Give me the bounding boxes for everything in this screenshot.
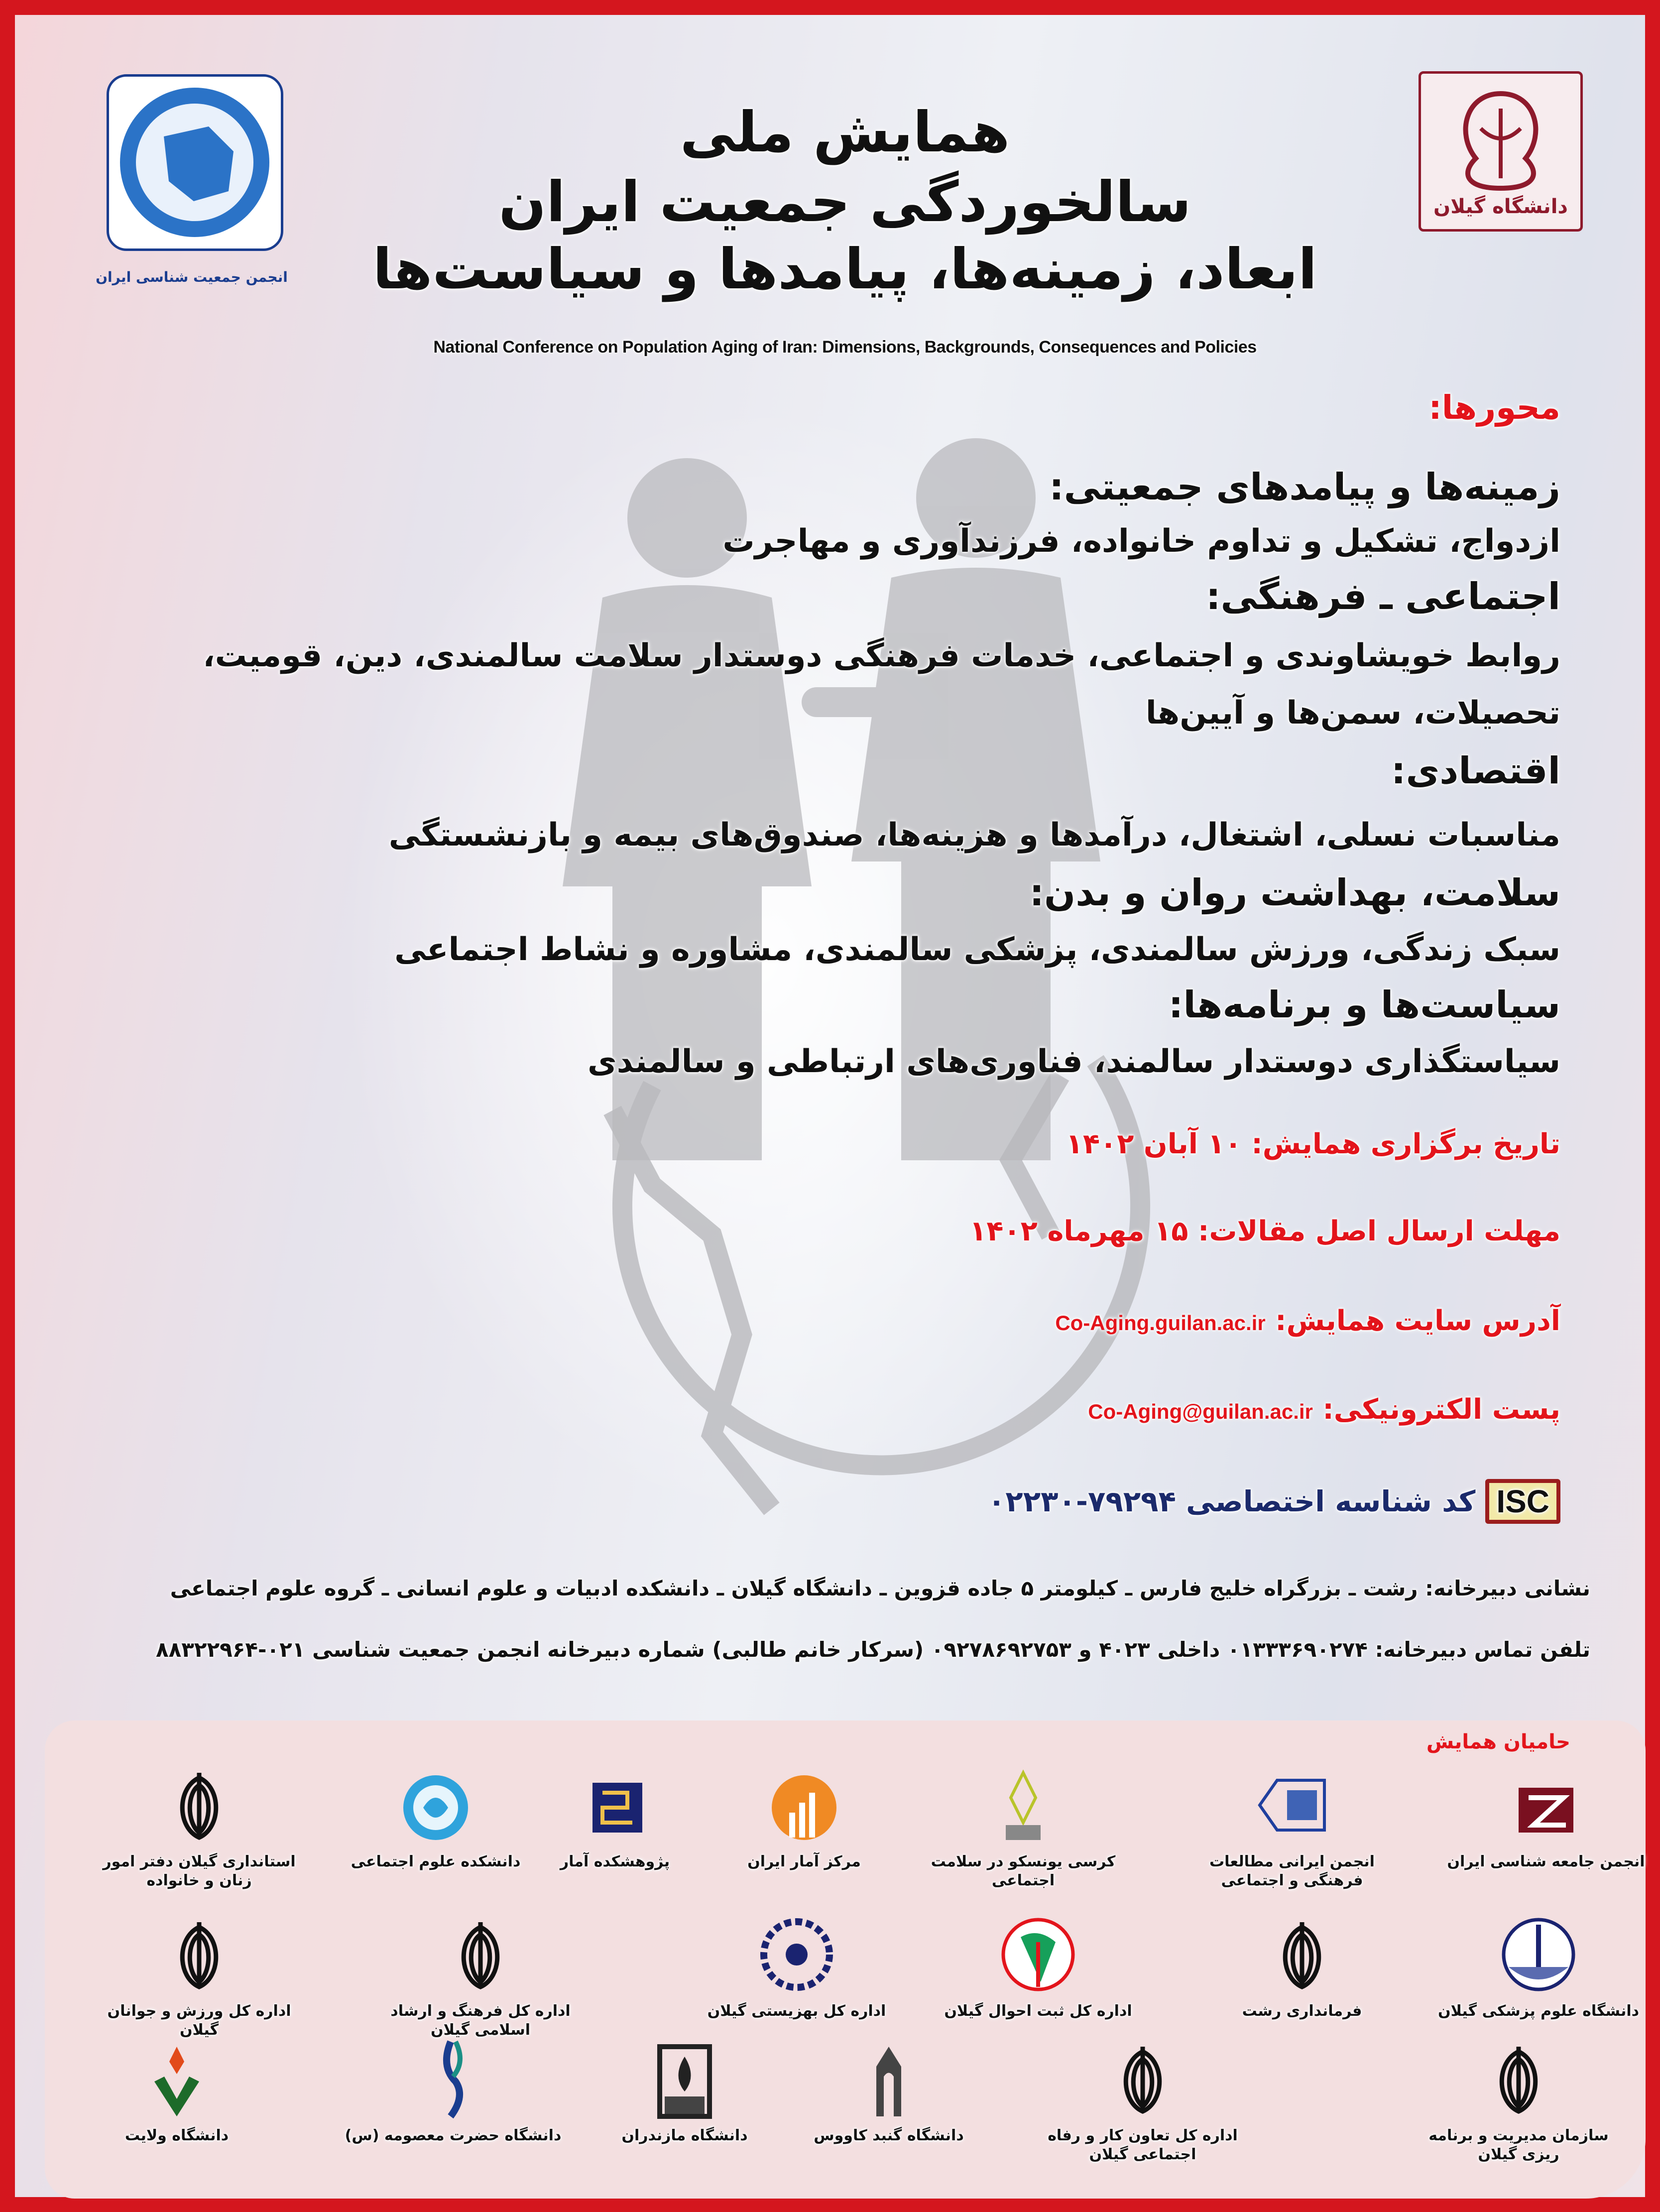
section-title: سلامت، بهداشت روان و بدن: (1029, 871, 1560, 914)
iran-emblem-icon (1033, 2037, 1252, 2121)
welfare-logo-icon (687, 1912, 906, 1997)
diamond-logo-icon (67, 2037, 286, 2121)
isc-label: کد شناسه اختصاصی (1186, 1484, 1476, 1518)
email-label: پست الکترونیکی: (1322, 1393, 1560, 1426)
conference-date (1066, 1128, 1560, 1160)
axes-heading: محورها: (1428, 388, 1560, 427)
website-link[interactable]: Co-Aging.guilan.ac.ir (1055, 1311, 1266, 1335)
email-link[interactable]: Co-Aging@guilan.ac.ir (1088, 1400, 1313, 1423)
english-title: National Conference on Population Aging of Iran: Dimensions, Backgrounds, Consequences and Policies (433, 338, 1257, 357)
title-line-1: همایش ملی (680, 100, 1010, 165)
title-line-2: سالخوردگی جمعیت ایران (498, 170, 1191, 235)
sponsor-label: دانشگاه مازندران (621, 2127, 748, 2144)
sponsor-label: دانشگاه علوم پزشکی گیلان (1437, 2002, 1640, 2020)
sponsor-label: انجمن جامعه شناسی ایران (1447, 1853, 1645, 1870)
mazandaran-logo-icon (575, 2037, 794, 2121)
sponsor-item (914, 1763, 1133, 1890)
conference-email (1088, 1393, 1560, 1426)
sponsor-item (575, 2037, 794, 2145)
sponsor-item (695, 1763, 914, 1871)
submission-deadline (969, 1215, 1560, 1247)
sponsor-label: سازمان مدیریت و برنامه ریزی گیلان (1428, 2127, 1609, 2163)
monitor-logo-icon (1183, 1763, 1402, 1847)
sponsor-label: اداره کل ورزش و جوانان گیلان (107, 2002, 291, 2039)
sponsor-label: استانداری گیلان دفتر امور زنان و خانواده (103, 1853, 296, 1889)
sponsor-item (1183, 1763, 1402, 1890)
sponsor-label: دانشگاه گنبد کاووس (814, 2127, 964, 2144)
isc-code (988, 1479, 1560, 1524)
elderly-couple-globe-illustration (463, 438, 1210, 1633)
section-line: روابط خویشاوندی و اجتماعی، خدمات فرهنگی دوستدار سلامت سالمندی، دین، قومیت، (203, 637, 1560, 674)
tower-logo-icon (779, 2037, 998, 2121)
section-title: اقتصادی: (1391, 749, 1560, 792)
sponsor-label: دانشگاه ولایت (124, 2127, 229, 2144)
sponsor-label: انجمن ایرانی مطالعات فرهنگی و اجتماعی (1209, 1853, 1375, 1889)
section-title: اجتماعی ـ فرهنگی: (1205, 575, 1560, 618)
sponsor-item (90, 1912, 309, 2039)
date-value: ۱۰ آبان ۱۴۰۲ (1066, 1128, 1242, 1160)
sponsor-label: اداره کل ثبت احوال گیلان (944, 2002, 1132, 2020)
sponsor-label: اداره کل بهزیستی گیلان (707, 2002, 886, 2020)
section-line: سیاستگذاری دوستدار سالمند، فناوری‌های ارتباطی و سالمندی (587, 1043, 1560, 1080)
sponsor-label: کرسی یونسکو در سلامت اجتماعی (931, 1853, 1116, 1889)
iran-emblem-icon (371, 1912, 590, 1997)
sponsor-label: اداره کل فرهنگ و ارشاد اسلامی گیلان (390, 2002, 571, 2039)
sponsor-item (779, 2037, 998, 2145)
sponsor-label: فرمانداری رشت (1242, 2002, 1362, 2020)
sponsor-item (1033, 2037, 1252, 2164)
iran-emblem-icon (1409, 2037, 1628, 2121)
sponsors-heading: حامیان همایش (1426, 1730, 1570, 1753)
right-logo-caption: دانشگاه گیلان (1433, 195, 1568, 218)
conference-website (1055, 1305, 1560, 1337)
deadline-value: ۱۵ مهرماه ۱۴۰۲ (969, 1215, 1188, 1247)
sponsor-label: دانشگاه حضرت معصومه (س) (345, 2127, 562, 2144)
sponsor-item (687, 1912, 906, 2021)
bar-chart-logo-icon (695, 1763, 914, 1847)
deadline-label: مهلت ارسال اصل مقالات: (1197, 1215, 1560, 1247)
isc-value: ۰۲۲۳۰-۷۹۲۹۴ (987, 1484, 1176, 1518)
sponsor-label: مرکز آمار ایران (747, 1853, 861, 1870)
unesco-chair-logo-icon (914, 1763, 1133, 1847)
iran-emblem-icon (1192, 1912, 1412, 1997)
sponsor-label: دانشکده علوم اجتماعی (351, 1853, 521, 1870)
secretariat-address: نشانی دبیرخانه: رشت ـ بزرگراه خلیج فارس ـ کیلومتر ۵ جاده قزوین ـ دانشگاه گیلان ـ دانشکده ادبیات و علوم انسانی ـ گروه علوم اجتماعی (170, 1576, 1590, 1600)
section-title: سیاست‌ها و برنامه‌ها: (1168, 983, 1560, 1026)
medical-university-logo-icon (1429, 1912, 1648, 1997)
isa-logo-icon (1436, 1763, 1656, 1847)
sponsor-item (1409, 2037, 1628, 2164)
sponsor-item (1429, 1912, 1648, 2021)
sponsor-label: پژوهشکده آمار (560, 1853, 670, 1870)
sponsor-item (326, 1763, 545, 1871)
section-line: ازدواج، تشکیل و تداوم خانواده، فرزندآوری و مهاجرت (722, 523, 1560, 560)
website-label: آدرس سایت همایش: (1275, 1305, 1560, 1337)
sponsor-item (90, 1763, 309, 1890)
secretariat-phone: تلفن تماس دبیرخانه: ۰۱۳۳۳۶۹۰۲۷۴ داخلی ۴۰۲۳ و ۰۹۲۷۸۶۹۲۷۵۳ (سرکار خانم طالبی) شماره دبیرخانه انجمن جمعیت شناسی ۰۲۱-۸۸۳۲۲۹۶۴ (155, 1637, 1590, 1662)
sponsor-item (344, 2037, 563, 2145)
sponsor-item (67, 2037, 286, 2145)
section-line: تحصیلات، سمن‌ها و آیین‌ها (1145, 695, 1560, 732)
civil-registration-logo-icon (929, 1912, 1148, 1997)
sponsor-item (371, 1912, 590, 2039)
sponsor-item (929, 1912, 1148, 2021)
left-logo-caption: انجمن جمعیت شناسی ایران (96, 269, 288, 285)
title-line-3: ابعاد، زمینه‌ها، پیامدها و سیاست‌ها (372, 237, 1317, 302)
section-title: زمینه‌ها و پیامدهای جمعیتی: (1049, 466, 1560, 508)
date-label: تاریخ برگزاری همایش: (1251, 1128, 1560, 1160)
isc-badge: ISC (1485, 1479, 1560, 1524)
tehran-university-logo-icon (326, 1763, 545, 1847)
iran-emblem-icon (90, 1912, 309, 1997)
sponsor-item (1192, 1912, 1412, 2021)
sponsor-label: اداره کل تعاون کار و رفاه اجتماعی گیلان (1048, 2127, 1238, 2163)
iran-emblem-icon (90, 1763, 309, 1847)
section-line: مناسبات نسلی، اشتغال، درآمدها و هزینه‌ها، صندوق‌های بیمه و بازنشستگی (388, 817, 1560, 854)
ribbon-logo-icon (344, 2037, 563, 2121)
section-line: سبک زندگی، ورزش سالمندی، پزشکی سالمندی، مشاوره و نشاط اجتماعی (394, 931, 1560, 968)
sponsor-item (1436, 1763, 1656, 1871)
